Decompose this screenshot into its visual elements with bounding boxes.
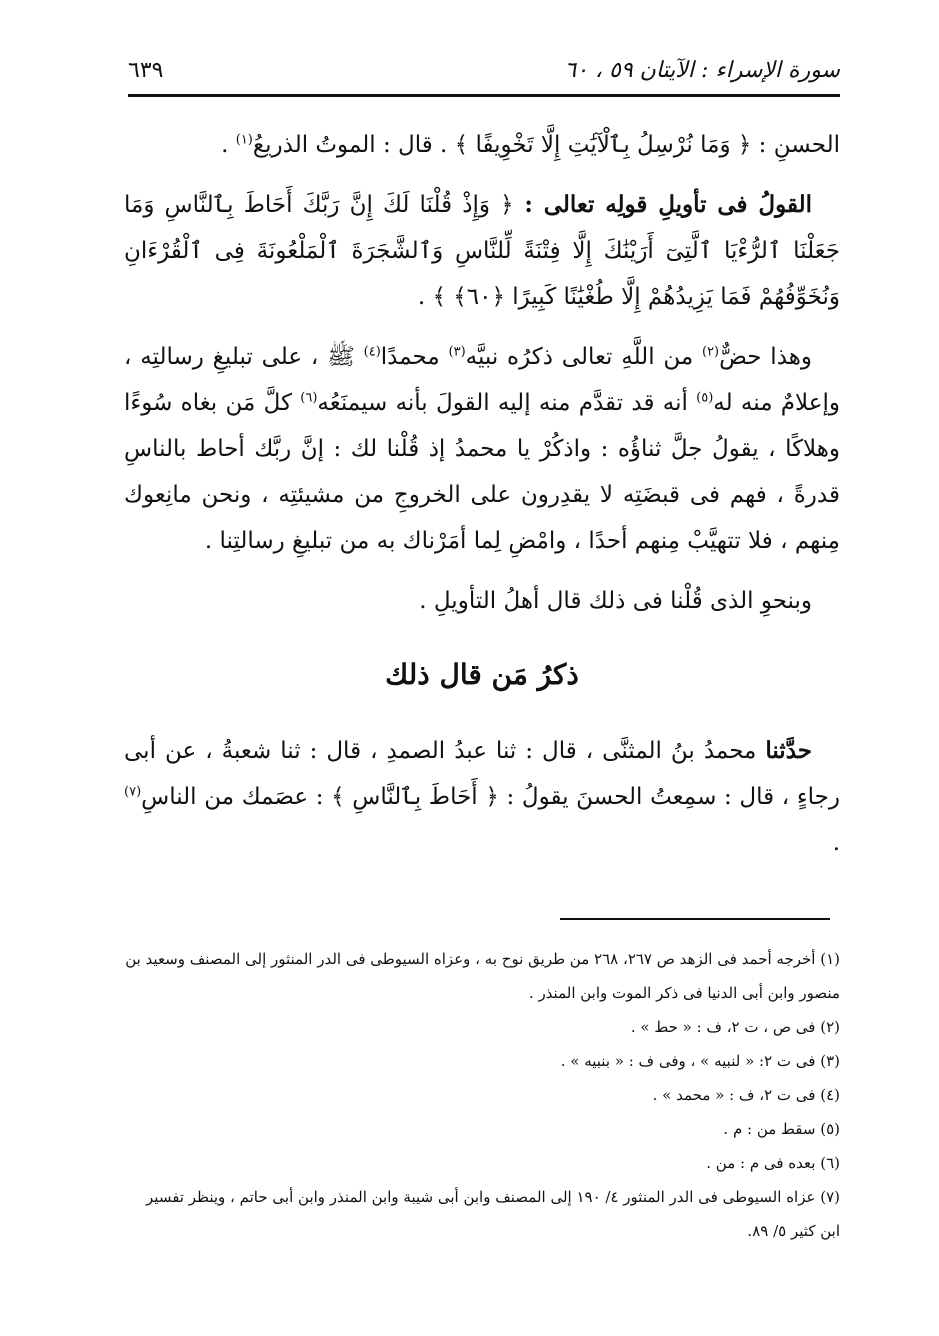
paragraph-interpretation-verse: [124, 182, 840, 320]
footnote-ref-3: (٣): [448, 344, 466, 360]
narration-end: .: [832, 830, 840, 856]
footnote-ref-6: (٦): [300, 390, 318, 406]
paragraph-interpreters: وبنحوِ الذى قُلْنا فى ذلك قال أهلُ التأويلِ .: [419, 588, 812, 614]
footnote-ref-4: (٤): [363, 344, 381, 360]
footnote-1: (١) أخرجه أحمد فى الزهد ص ٢٦٧، ٢٦٨ من طريق نوح به ، وعزاه السيوطى فى الدر المنثور إلى المصنف وسعيد بن منصور وابن أبى الدنيا فى ذكر الموت وابن المنذر .: [125, 950, 840, 1002]
paragraph-commentary: [124, 334, 840, 564]
verse-text: ﴿ وَإِذْ قُلْنَا لَكَ إِنَّ رَبَّكَ أَحَاطَ بِٱلنَّاسِ وَمَا جَعَلْنَا ٱلرُّءْيَا ٱلَّتِىٓ أَرَيْنَٰكَ إِلَّا فِتْنَةً لِّلنَّاسِ وَٱلشَّجَرَةَ ٱلْمَلْعُونَةَ فِى ٱلْقُرْءَانِ وَنُخَوِّفُهُمْ فَمَا يَزِيدُهُمْ إِلَّا طُغْيَٰنًا كَبِيرًا ﴿٦٠﴾ ﴾ .: [124, 192, 840, 310]
header-rule: [128, 94, 840, 97]
paragraph-quote-continuation: [124, 122, 840, 168]
main-text: [124, 122, 840, 880]
interpretation-label: القولُ فى تأويلِ قولِه تعالى :: [513, 191, 812, 218]
footnote-6: (٦) بعده فى م : من .: [706, 1154, 840, 1172]
footnote-ref-2: (٢): [701, 344, 720, 360]
paragraph-end: .: [221, 132, 236, 158]
footnotes: [124, 942, 840, 1248]
footnote-ref-7: (٧): [124, 784, 142, 800]
footnote-2: (٢) فى ص ، ت ٢، ف : « حط » .: [630, 1018, 840, 1036]
paragraph-narration: [124, 728, 840, 866]
commentary-text: وهذا حضٌّ: [719, 344, 813, 370]
footnote-5: (٥) سقط من : م .: [723, 1120, 840, 1138]
paragraph-text: الحسنِ : ﴿ وَمَا نُرْسِلُ بِٱلْآيَٰتِ إِلَّا تَخْوِيفًا ﴾ . قال : الموتُ الذريعُ: [252, 132, 840, 158]
section-heading: ذكرُ مَن قال ذلك: [385, 658, 579, 691]
narration-text: محمدُ بنُ المثنَّى ، قال : ثنا عبدُ الصمدِ ، قال : ثنا شعبةُ ، عن أبى رجاءٍ ، قال : سمِعتُ الحسنَ يقولُ : ﴿ أَحَاطَ بِٱلنَّاسِ ﴾ : عصَمك من الناسِ: [124, 738, 840, 810]
page-number: ٦٣٩: [128, 57, 164, 83]
footnote-4: (٤) فى ت ٢، ف : « محمد » .: [652, 1086, 840, 1104]
narration-label: حدَّثنا: [765, 737, 812, 764]
running-header: [128, 48, 840, 92]
commentary-text: محمدًا: [380, 344, 449, 370]
commentary-text: كلَّ مَن بغاه سُوءًا وهلاكًا ، يقولُ جلَّ ثناؤُه : واذكُرْ يا محمدُ إذ قُلْنا لك : إنَّ ربَّك أحاط بالناسِ قدرةً ، فهم فى قبضَتِه لا يقدِرون على الخروجِ من مشيئتِه ، ونحن مانِعوك مِنهم ، فلا تتهيَّبْ مِنهم أحدًا ، وامْضِ لِما أمَرْناك به من تبليغِ رسالتِنا .: [124, 390, 840, 554]
running-title: سورة الإسراء : الآيتان ٥٩ ، ٦٠: [564, 57, 840, 83]
footnote-separator: [560, 918, 830, 920]
commentary-text: أنه قد تقدَّم منه إليه القولَ بأنه سيمنَعُه: [317, 390, 697, 416]
footnote-7: (٧) عزاه السيوطى فى الدر المنثور ٤/ ١٩٠ إلى المصنف وابن أبى شيبة وابن المنذر وابن أبى حاتم ، وينظر تفسير ابن كثير ٥/ ٨٩.: [146, 1188, 840, 1240]
commentary-text: ﷺ ، على تبليغِ رسالتِه ، وإعلامٌ منه له: [124, 344, 840, 416]
commentary-text: من اللَّهِ تعالى ذكرُه نبيَّه: [465, 344, 702, 370]
footnote-ref-1: (١): [235, 132, 253, 148]
footnote-ref-5: (٥): [696, 390, 714, 406]
footnote-3: (٣) فى ت ٢: « لنبيه » ، وفى ف : « بنبيه » .: [560, 1052, 840, 1070]
